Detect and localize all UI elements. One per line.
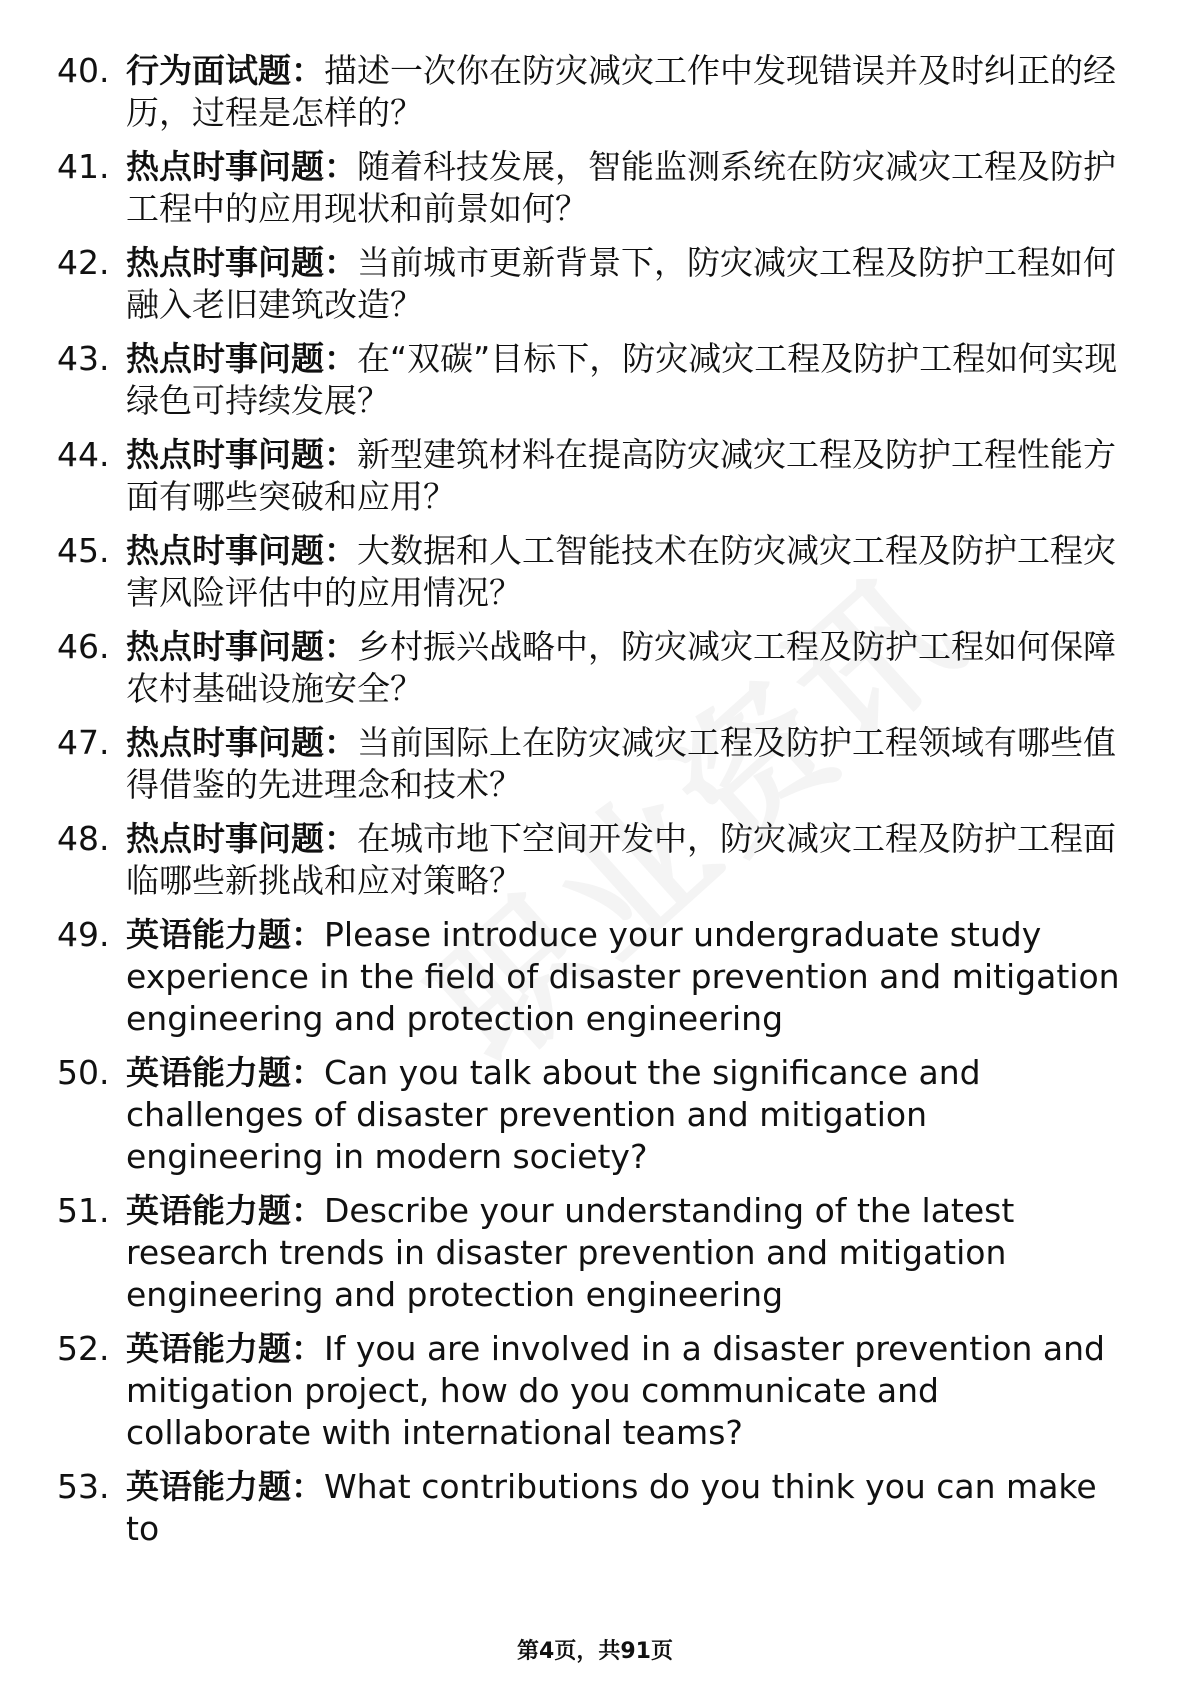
question-text: 乡村振兴战略中，防灾减灾工程及防护工程如何保障农村基础设施安全？ <box>126 627 1116 708</box>
question-category: 热点时事问题： <box>126 147 357 186</box>
question-text: 描述一次你在防灾减灾工作中发现错误并及时纠正的经历，过程是怎样的？ <box>126 51 1116 132</box>
question-text: 大数据和人工智能技术在防灾减灾工程及防护工程灾害风险评估中的应用情况？ <box>126 531 1116 612</box>
question-text: 新型建筑材料在提高防灾减灾工程及防护工程性能方面有哪些突破和应用？ <box>126 435 1116 516</box>
question-category: 热点时事问题： <box>126 339 357 378</box>
question-number: 45. <box>57 531 110 570</box>
question-text: 当前国际上在防灾减灾工程及防护工程领域有哪些值得借鉴的先进理念和技术？ <box>126 723 1116 804</box>
question-number: 43. <box>57 339 110 378</box>
question-text: 当前城市更新背景下，防灾减灾工程及防护工程如何融入老旧建筑改造？ <box>126 243 1116 324</box>
question-text: Can you talk about the significance and challenges of disaster prevention and mitigation engineering in modern society? <box>126 1053 981 1176</box>
question-text: 在城市地下空间开发中，防灾减灾工程及防护工程面临哪些新挑战和应对策略？ <box>126 819 1116 900</box>
question-category: 热点时事问题： <box>126 723 357 762</box>
question-category: 英语能力题： <box>126 1191 324 1230</box>
question-number: 41. <box>57 147 110 186</box>
question-number: 44. <box>57 435 110 474</box>
question-text: If you are involved in a disaster prevention and mitigation project, how do you communicate and collaborate with international teams? <box>126 1329 1105 1452</box>
question-text: Please introduce your undergraduate study experience in the field of disaster prevention and mitigation engineering and protection engineering <box>126 915 1120 1038</box>
question-category: 英语能力题： <box>126 1467 324 1506</box>
question-text: What contributions do you think you can make to <box>126 1467 1097 1548</box>
question-category: 热点时事问题： <box>126 531 357 570</box>
question-number: 42. <box>57 243 110 282</box>
question-text: 随着科技发展，智能监测系统在防灾减灾工程及防护工程中的应用现状和前景如何？ <box>126 147 1116 228</box>
question-number: 48. <box>57 819 110 858</box>
question-category: 英语能力题： <box>126 1053 324 1092</box>
question-text: 在“双碳”目标下，防灾减灾工程及防护工程如何实现绿色可持续发展？ <box>126 339 1118 420</box>
question-text: Describe your understanding of the latest research trends in disaster prevention and mitigation engineering and protection engineering <box>126 1191 1015 1314</box>
question-number: 52. <box>57 1329 110 1368</box>
question-category: 英语能力题： <box>126 915 324 954</box>
question-number: 50. <box>57 1053 110 1092</box>
question-category: 热点时事问题： <box>126 435 357 474</box>
question-number: 51. <box>57 1191 110 1230</box>
question-number: 49. <box>57 915 110 954</box>
question-category: 行为面试题： <box>126 51 324 90</box>
question-category: 热点时事问题： <box>126 243 357 282</box>
question-number: 40. <box>57 51 110 90</box>
question-number: 47. <box>57 723 110 762</box>
question-category: 英语能力题： <box>126 1329 324 1368</box>
question-category: 热点时事问题： <box>126 627 357 666</box>
question-number: 53. <box>57 1467 110 1506</box>
page-footer: 第4页，共91页 <box>517 1639 673 1664</box>
question-number: 46. <box>57 627 110 666</box>
question-category: 热点时事问题： <box>126 819 357 858</box>
